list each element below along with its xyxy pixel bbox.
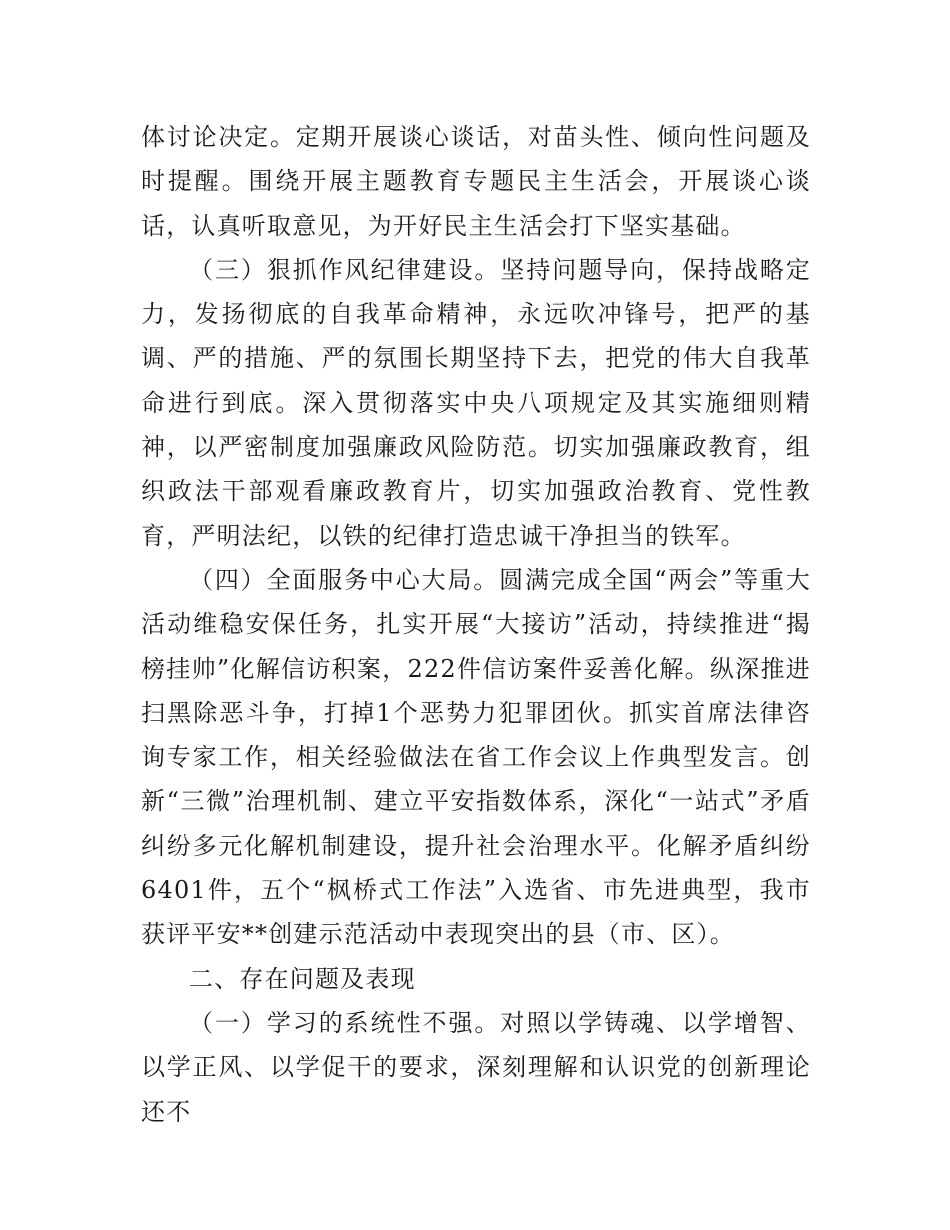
paragraph-problem-1: （一）学习的系统性不强。对照以学铸魂、以学增智、以学正风、以学促干的要求，深刻理解和认识党的创新理论还不 [141,1008,811,1126]
heading-problems: 二、存在问题及表现 [189,964,416,993]
paragraph-section-3: （三）狠抓作风纪律建设。坚持问题导向，保持战略定力，发扬彻底的自我革命精神，永远吹冲锋号，把严的基调、严的措施、严的氛围长期坚持下去，把党的伟大自我革命进行到底。深入贯彻落实中央八项规定及其实施细则精神，以严密制度加强廉政风险防范。切实加强廉政教育，组织政法干部观看廉政教育片，切实加强政治教育、党性教育，严明法纪，以铁的纪律打造忠诚干净担当的铁军。 [141,255,811,550]
paragraph-continuation: 体讨论决定。定期开展谈心谈话，对苗头性、倾向性问题及时提醒。围绕开展主题教育专题民主生活会，开展谈心谈话，认真听取意见，为开好民主生活会打下坚实基础。 [141,123,811,240]
paragraph-section-4: （四）全面服务中心大局。圆满完成全国“两会”等重大活动维稳安保任务，扎实开展“大接访”活动，持续推进“揭榜挂帅”化解信访积案，222件信访案件妥善化解。纵深推进扫黑除恶斗争，打掉1个恶势力犯罪团伙。抓实首席法律咨询专家工作，相关经验做法在省工作会议上作典型发言。创新“三微”治理机制、建立平安指数体系，深化“一站式”矛盾纠纷多元化解机制建设，提升社会治理水平。化解矛盾纠纷6401件，五个“枫桥式工作法”入选省、市先进典型，我市获评平安**创建示范活动中表现突出的县（市、区）。 [141,565,811,949]
document-body [141,115,811,1134]
